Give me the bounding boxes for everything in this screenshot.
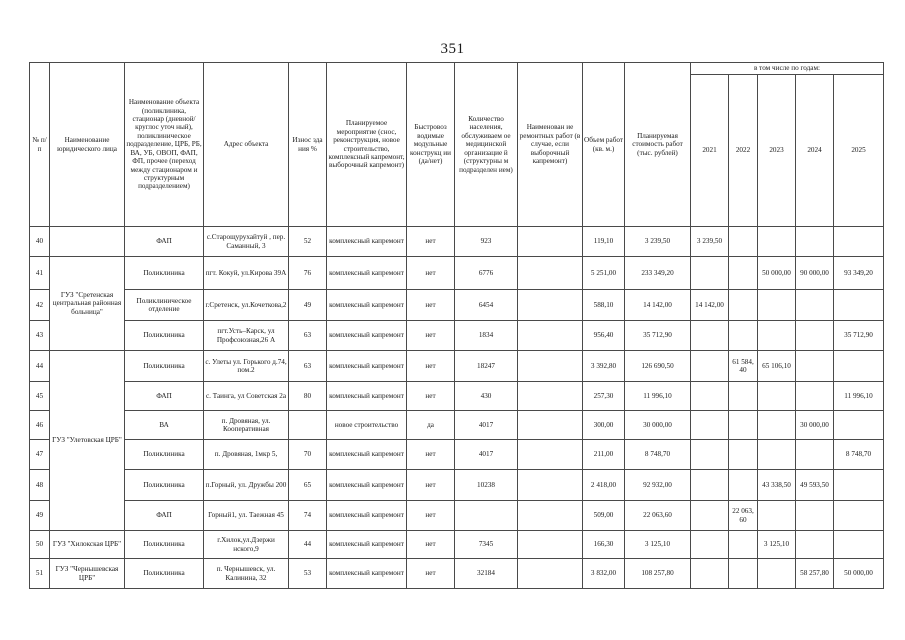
- cost-2021: [691, 440, 729, 470]
- prefab-flag: нет: [407, 351, 455, 382]
- cost-2024: [796, 227, 834, 257]
- wear-percent: 49: [289, 290, 327, 321]
- planned-event: комплексный капремонт: [327, 531, 407, 559]
- cost-2021: [691, 257, 729, 290]
- prefab-flag: нет: [407, 531, 455, 559]
- work-volume: 3 392,80: [583, 351, 625, 382]
- cost-2022: [729, 531, 758, 559]
- planned-cost: 108 257,80: [625, 559, 691, 589]
- cost-2023: 50 000,00: [758, 257, 796, 290]
- row-num: 40: [30, 227, 50, 257]
- header-num: № п/п: [30, 63, 50, 227]
- work-volume: 300,00: [583, 411, 625, 440]
- wear-percent: 44: [289, 531, 327, 559]
- cost-2021: [691, 321, 729, 351]
- cost-2024: [796, 321, 834, 351]
- row-num: 46: [30, 411, 50, 440]
- prefab-flag: нет: [407, 501, 455, 531]
- header-year-2025: 2025: [834, 75, 884, 227]
- table-row: [30, 257, 884, 290]
- object-address: пгт. Кокуй, ул.Кирова 39А: [204, 257, 289, 290]
- work-volume: 2 418,00: [583, 470, 625, 501]
- work-volume: 3 832,00: [583, 559, 625, 589]
- cost-2022: [729, 382, 758, 411]
- object-address: с. Улеты ул. Горького д.74, пом.2: [204, 351, 289, 382]
- table-row: [30, 321, 884, 351]
- population: 430: [455, 382, 518, 411]
- table-row: [30, 382, 884, 411]
- object-name: Поликлиника: [125, 257, 204, 290]
- planned-event: комплексный капремонт: [327, 559, 407, 589]
- planned-cost: 14 142,00: [625, 290, 691, 321]
- header-legal-entity: Наименование юридического лица: [50, 63, 125, 227]
- object-name: ВА: [125, 411, 204, 440]
- header-repair-name: Наименован ие ремонтных работ (в случае, если выборочный капремонт): [518, 63, 583, 227]
- planned-cost: 126 690,50: [625, 351, 691, 382]
- header-cost: Планируемая стоимость работ (тыс. рублей): [625, 63, 691, 227]
- header-prefab: Быстровоз водимые модульные конструкц ии (да/нет): [407, 63, 455, 227]
- wear-percent: 70: [289, 440, 327, 470]
- row-num: 41: [30, 257, 50, 290]
- cost-2024: [796, 382, 834, 411]
- legal-entity-chernyshevsk: ГУЗ "Чернышевская ЦРБ": [50, 559, 125, 589]
- row-num: 42: [30, 290, 50, 321]
- work-volume: 257,30: [583, 382, 625, 411]
- cost-2023: 65 106,10: [758, 351, 796, 382]
- row-num: 51: [30, 559, 50, 589]
- row-num: 45: [30, 382, 50, 411]
- legal-entity-cell: [50, 227, 125, 257]
- planned-cost: 92 932,00: [625, 470, 691, 501]
- planned-cost: 35 712,90: [625, 321, 691, 351]
- object-address: Горный1, ул. Таежная 45: [204, 501, 289, 531]
- cost-2023: [758, 227, 796, 257]
- table-row: [30, 411, 884, 440]
- population: [455, 501, 518, 531]
- cost-2022: [729, 290, 758, 321]
- prefab-flag: нет: [407, 382, 455, 411]
- population: 18247: [455, 351, 518, 382]
- work-volume: 166,30: [583, 531, 625, 559]
- object-address: г.Сретенск, ул.Кочеткова,2: [204, 290, 289, 321]
- header-year-2022: 2022: [729, 75, 758, 227]
- object-name: Поликлиника: [125, 440, 204, 470]
- planned-event: комплексный капремонт: [327, 257, 407, 290]
- table-row: [30, 470, 884, 501]
- cost-2023: [758, 501, 796, 531]
- object-address: п. Чернышевск, ул. Калинина, 32: [204, 559, 289, 589]
- table-row: [30, 559, 884, 589]
- repair-name: [518, 501, 583, 531]
- header-population: Количество населения, обслуживаем ое медицинской организацие й (структурны м подразделен ием): [455, 63, 518, 227]
- row-num: 48: [30, 470, 50, 501]
- work-volume: 211,00: [583, 440, 625, 470]
- object-address: с. Таинга, ул Советская 2а: [204, 382, 289, 411]
- planned-event: комплексный капремонт: [327, 290, 407, 321]
- object-address: с.Старощурухайтуй , пер. Саманный, 3: [204, 227, 289, 257]
- cost-2021: [691, 351, 729, 382]
- object-address: п. Дровяная, 1мкр 5,: [204, 440, 289, 470]
- object-name: Поликлиническое отделение: [125, 290, 204, 321]
- object-name: ФАП: [125, 227, 204, 257]
- cost-2024: 90 000,00: [796, 257, 834, 290]
- cost-2023: 3 125,10: [758, 531, 796, 559]
- cost-2021: [691, 501, 729, 531]
- cost-2024: 58 257,80: [796, 559, 834, 589]
- object-name: Поликлиника: [125, 351, 204, 382]
- planned-event: комплексный капремонт: [327, 227, 407, 257]
- cost-2023: [758, 290, 796, 321]
- planned-event: комплексный капремонт: [327, 321, 407, 351]
- wear-percent: 63: [289, 351, 327, 382]
- planned-cost: 11 996,10: [625, 382, 691, 411]
- wear-percent: [289, 411, 327, 440]
- planned-cost: 8 748,70: [625, 440, 691, 470]
- planned-event: комплексный капремонт: [327, 440, 407, 470]
- cost-2025: [834, 411, 884, 440]
- header-object-name: Наименование объекта (поликлиника, стационар (дневной/круглос уточ ный), поликлиническое подразделение, ЦРБ, РБ, ВА, УБ, ОВОП, ФАП, ФП, прочее (переход между стационаром и структурным подразделением): [125, 63, 204, 227]
- object-address: п.Горный, ул. Дружбы 200: [204, 470, 289, 501]
- cost-2025: [834, 501, 884, 531]
- population: 6776: [455, 257, 518, 290]
- header-wear: Износ зда ния %: [289, 63, 327, 227]
- work-volume: 5 251,00: [583, 257, 625, 290]
- legal-entity-uletovo: ГУЗ "Улетовская ЦРБ": [50, 351, 125, 531]
- cost-2021: [691, 531, 729, 559]
- row-num: 50: [30, 531, 50, 559]
- prefab-flag: нет: [407, 470, 455, 501]
- header-year-2023: 2023: [758, 75, 796, 227]
- row-num: 47: [30, 440, 50, 470]
- cost-2023: [758, 321, 796, 351]
- repair-name: [518, 531, 583, 559]
- prefab-flag: нет: [407, 227, 455, 257]
- cost-2021: 14 142,00: [691, 290, 729, 321]
- cost-2023: 43 338,50: [758, 470, 796, 501]
- repair-name: [518, 257, 583, 290]
- cost-2024: [796, 440, 834, 470]
- header-by-years: в том числе по годам:: [691, 63, 884, 75]
- cost-2024: 30 000,00: [796, 411, 834, 440]
- cost-2025: 8 748,70: [834, 440, 884, 470]
- cost-2024: [796, 501, 834, 531]
- cost-2025: 11 996,10: [834, 382, 884, 411]
- repair-name: [518, 382, 583, 411]
- wear-percent: 52: [289, 227, 327, 257]
- repair-name: [518, 290, 583, 321]
- header-address: Адрес объекта: [204, 63, 289, 227]
- repair-name: [518, 227, 583, 257]
- planned-cost: 233 349,20: [625, 257, 691, 290]
- cost-2025: 50 000,00: [834, 559, 884, 589]
- cost-2025: [834, 531, 884, 559]
- table-row: [30, 351, 884, 382]
- row-num: 44: [30, 351, 50, 382]
- header-volume: Объем работ (кв. м.): [583, 63, 625, 227]
- work-volume: 509,00: [583, 501, 625, 531]
- population: 923: [455, 227, 518, 257]
- population: 7345: [455, 531, 518, 559]
- population: 4017: [455, 440, 518, 470]
- cost-2023: [758, 559, 796, 589]
- planned-event: комплексный капремонт: [327, 382, 407, 411]
- cost-2024: [796, 531, 834, 559]
- repair-name: [518, 470, 583, 501]
- cost-2025: [834, 351, 884, 382]
- population: 10238: [455, 470, 518, 501]
- cost-2023: [758, 440, 796, 470]
- population: 6454: [455, 290, 518, 321]
- object-name: Поликлиника: [125, 559, 204, 589]
- cost-2022: [729, 559, 758, 589]
- cost-2022: 22 063, 60: [729, 501, 758, 531]
- table-row: [30, 440, 884, 470]
- cost-2022: [729, 227, 758, 257]
- capital-repair-table: [29, 62, 884, 589]
- cost-2024: [796, 290, 834, 321]
- prefab-flag: нет: [407, 321, 455, 351]
- cost-2025: 93 349,20: [834, 257, 884, 290]
- work-volume: 119,10: [583, 227, 625, 257]
- cost-2025: [834, 470, 884, 501]
- page-number: 351: [440, 41, 465, 57]
- cost-2021: [691, 411, 729, 440]
- planned-cost: 30 000,00: [625, 411, 691, 440]
- cost-2022: [729, 440, 758, 470]
- repair-name: [518, 559, 583, 589]
- cost-2024: 49 593,50: [796, 470, 834, 501]
- work-volume: 588,10: [583, 290, 625, 321]
- legal-entity-sretensk: ГУЗ "Сретенская центральная районная больница": [50, 257, 125, 351]
- wear-percent: 74: [289, 501, 327, 531]
- population: 4017: [455, 411, 518, 440]
- cost-2021: [691, 470, 729, 501]
- wear-percent: 80: [289, 382, 327, 411]
- cost-2025: 35 712,90: [834, 321, 884, 351]
- cost-2025: [834, 290, 884, 321]
- cost-2022: 61 584, 40: [729, 351, 758, 382]
- cost-2023: [758, 411, 796, 440]
- planned-event: комплексный капремонт: [327, 501, 407, 531]
- planned-event: комплексный капремонт: [327, 351, 407, 382]
- table-row: [30, 501, 884, 531]
- table-row: [30, 290, 884, 321]
- cost-2021: 3 239,50: [691, 227, 729, 257]
- wear-percent: 53: [289, 559, 327, 589]
- prefab-flag: нет: [407, 440, 455, 470]
- header-year-2021: 2021: [691, 75, 729, 227]
- cost-2022: [729, 257, 758, 290]
- prefab-flag: нет: [407, 290, 455, 321]
- row-num: 43: [30, 321, 50, 351]
- cost-2025: [834, 227, 884, 257]
- repair-name: [518, 351, 583, 382]
- cost-2021: [691, 559, 729, 589]
- wear-percent: 65: [289, 470, 327, 501]
- legal-entity-khilok: ГУЗ "Хилокская ЦРБ": [50, 531, 125, 559]
- cost-2022: [729, 321, 758, 351]
- planned-cost: 3 125,10: [625, 531, 691, 559]
- prefab-flag: да: [407, 411, 455, 440]
- cost-2021: [691, 382, 729, 411]
- object-name: Поликлиника: [125, 531, 204, 559]
- population: 1834: [455, 321, 518, 351]
- repair-name: [518, 321, 583, 351]
- planned-cost: 3 239,50: [625, 227, 691, 257]
- object-address: г.Хилок,ул.Дзержи нского,9: [204, 531, 289, 559]
- cost-2024: [796, 351, 834, 382]
- wear-percent: 63: [289, 321, 327, 351]
- object-name: Поликлиника: [125, 470, 204, 501]
- cost-2022: [729, 411, 758, 440]
- object-name: ФАП: [125, 382, 204, 411]
- repair-name: [518, 411, 583, 440]
- population: 32184: [455, 559, 518, 589]
- header-year-2024: 2024: [796, 75, 834, 227]
- prefab-flag: нет: [407, 257, 455, 290]
- object-address: п. Дровяная, ул. Кооперативная: [204, 411, 289, 440]
- work-volume: 956,40: [583, 321, 625, 351]
- wear-percent: 76: [289, 257, 327, 290]
- planned-cost: 22 063,60: [625, 501, 691, 531]
- table-row: [30, 531, 884, 559]
- header-event: Планируемое мероприятие (снос, реконструкция, новое строительство, комплексный капремонт, выборочный капремонт): [327, 63, 407, 227]
- object-address: пгт.Усть–Карск, ул Профсоюзная,26 А: [204, 321, 289, 351]
- prefab-flag: нет: [407, 559, 455, 589]
- cost-2022: [729, 470, 758, 501]
- row-num: 49: [30, 501, 50, 531]
- repair-name: [518, 440, 583, 470]
- table-row: [30, 227, 884, 257]
- cost-2023: [758, 382, 796, 411]
- planned-event: комплексный капремонт: [327, 470, 407, 501]
- object-name: Поликлиника: [125, 321, 204, 351]
- object-name: ФАП: [125, 501, 204, 531]
- planned-event: новое строительство: [327, 411, 407, 440]
